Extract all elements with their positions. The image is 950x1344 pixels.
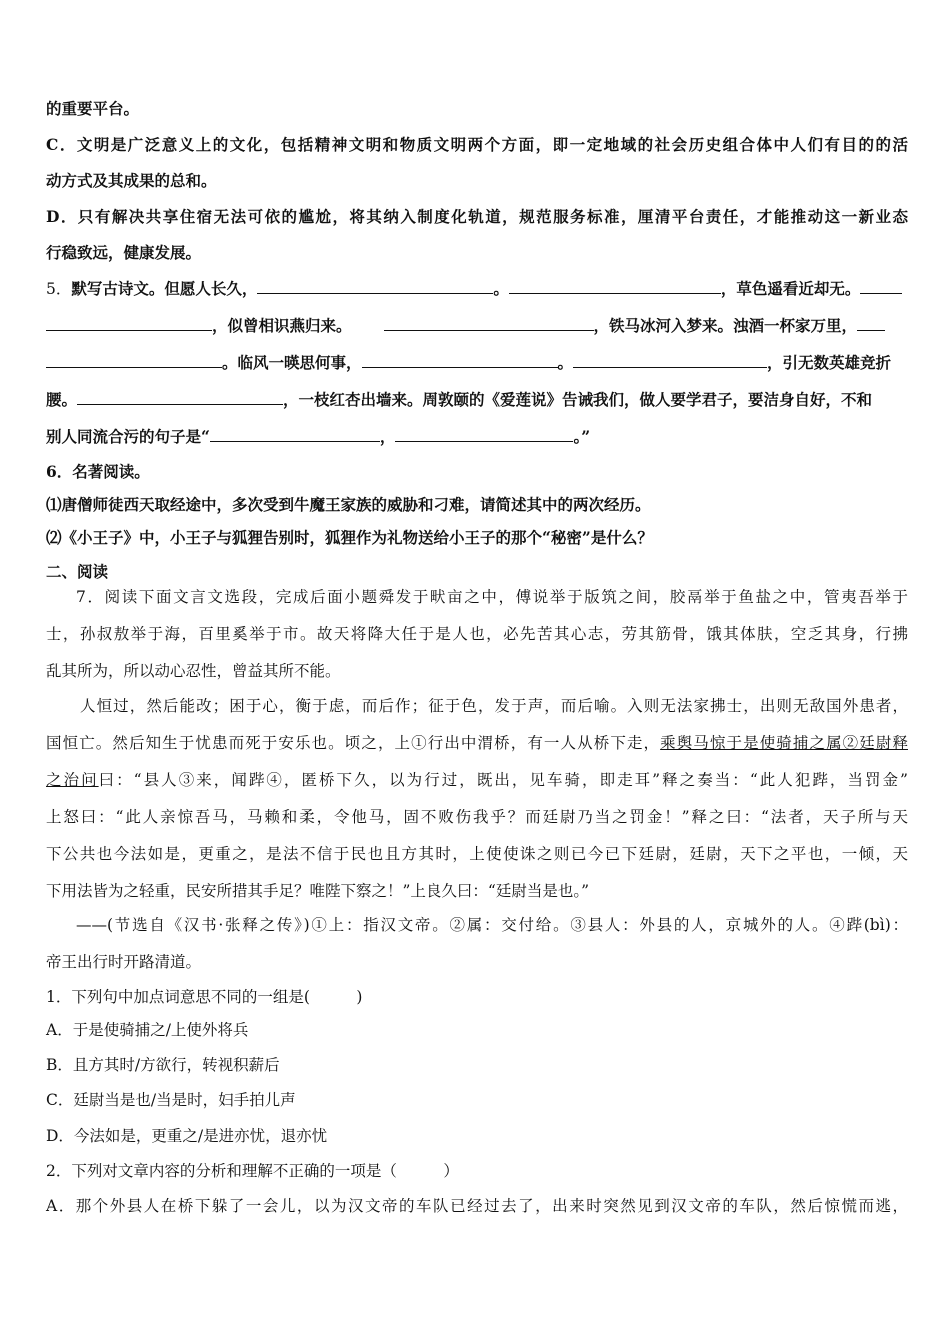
subquestion-1-option-c[interactable]: C．廷尉当是也/当是时，妇手拍儿声 — [46, 1091, 296, 1109]
answer-blank[interactable] — [384, 313, 594, 331]
passage-line-5-text: 国恒亡。然后知生于忧患而死于安乐也。顷之，上①行出中渭桥，有一人从桥下走， — [46, 734, 661, 752]
answer-blank[interactable] — [395, 424, 573, 442]
passage-line-3: 乱其所为，所以动心忍性，曾益其所不能。 — [46, 662, 341, 680]
answer-blank[interactable] — [362, 350, 558, 368]
q5-line-3 — [46, 350, 908, 375]
subquestion-1-option-a[interactable]: A．于是使骑捕之/上使外将兵 — [46, 1021, 249, 1039]
answer-blank[interactable] — [257, 276, 493, 294]
q5-text-7: 。 — [557, 353, 574, 372]
q5-number: 5． — [46, 280, 72, 298]
passage-line-8: 下公共也今法如是，更重之，是法不信于民也且方其时，上使使诛之则已今已下廷尉，廷尉，天下之平也，一倾，天 — [46, 845, 908, 863]
q4-option-d-line-1: D．只有解决共享住宿无法可依的尴尬，将其纳入制度化轨道，规范服务标准，厘清平台责任，才能推动这一新业态 — [46, 207, 908, 226]
passage-source-notes: ——(节选自《汉书·张释之传》)①上：指汉文帝。②属：交付给。③县人：外县的人，京城外的人。④跸(bì)： — [76, 916, 908, 934]
subquestion-1-option-d[interactable]: D．今法如是，更重之/是进亦忧，退亦忧 — [46, 1127, 328, 1145]
q5-text-13: 。” — [573, 427, 591, 446]
q6-title: 6．名著阅读。 — [46, 462, 150, 481]
passage-line-6 — [46, 768, 908, 792]
answer-blank[interactable] — [573, 350, 767, 368]
q5-text-8: ，引无数英雄竞折 — [767, 353, 892, 372]
answer-blank[interactable] — [210, 424, 380, 442]
underlined-sentence: 乘舆马惊于是使骑捕之属②廷尉释 — [660, 734, 908, 752]
subquestion-1-option-b[interactable]: B．且方其时/方欲行，转视积薪后 — [46, 1056, 280, 1074]
answer-blank[interactable] — [857, 313, 885, 331]
passage-line-4: 人恒过，然后能改；困于心，衡于虑，而后作；征于色，发于声，而后喻。入则无法家拂士，出则无敌国外患者， — [80, 697, 908, 715]
passage-line-9: 下用法皆为之轻重，民安所措其手足？唯陛下察之！”上良久曰：“廷尉当是也。” — [46, 882, 590, 900]
passage-line-2: 士，孙叔敖举于海，百里奚举于市。故天将降大任于是人也，必先苦其心志，劳其筋骨，饿其体肤，空乏其身，行拂 — [46, 625, 908, 643]
subquestion-2-option-a[interactable]: A．那个外县人在桥下躲了一会儿，以为汉文帝的车队已经过去了，出来时突然见到汉文帝的车队，然后惊慌而逃， — [46, 1197, 908, 1215]
underlined-sentence-end: 之治问 — [46, 771, 99, 789]
passage-notes-end: 帝王出行时开路清道。 — [46, 953, 202, 971]
subquestion-1-stem: 1．下列句中加点词意思不同的一组是( ) — [46, 988, 363, 1006]
q5-text-3: ，草色遥看近却无。 — [720, 279, 861, 298]
q5-line-1 — [46, 276, 908, 301]
q5-line-4 — [46, 387, 908, 412]
section-title-reading: 二、阅读 — [46, 562, 109, 581]
q4-option-c-line-1: C．文明是广泛意义上的文化，包括精神文明和物质文明两个方面，即一定地域的社会历史组合体中人们有目的的活 — [46, 135, 908, 154]
answer-blank[interactable] — [77, 387, 283, 405]
q5-text-10: ，一枝红杏出墙来。周敦颐的《爱莲说》告诫我们，做人要学君子，要洁身自好，不和 — [283, 390, 873, 409]
passage-line-1: 7．阅读下面文言文选段，完成后面小题舜发于畎亩之中，傅说举于版筑之间，胶鬲举于鱼盐之中，管夷吾举于 — [76, 588, 908, 606]
answer-blank[interactable] — [860, 276, 902, 294]
passage-line-6-text: 曰：“县人③来，闻跸④，匿桥下久，以为行过，既出，见车骑，即走耳”释之奏当：“此人犯跸，当罚金” — [98, 771, 908, 789]
q4-option-c-line-2: 动方式及其成果的总和。 — [46, 171, 217, 190]
q5-text-2: 。 — [493, 279, 509, 298]
subquestion-2-stem: 2．下列对文章内容的分析和理解不正确的一项是（ ） — [46, 1162, 459, 1180]
answer-blank[interactable] — [46, 350, 222, 368]
q5-text-11: 别人同流合污的句子是“ — [46, 427, 210, 446]
answer-blank[interactable] — [509, 276, 721, 294]
q5-text-12: ， — [379, 427, 396, 446]
q5-text-6: 。临风一暎思何事， — [222, 353, 362, 372]
answer-blank[interactable] — [46, 313, 212, 331]
passage-line-7: 上怒曰：“此人亲惊吾马，马赖和柔，令他马，固不败伤我乎？而廷尉乃当之罚金！”释之曰：“法者，天子所与天 — [46, 808, 908, 826]
q6-part-1: ⑴唐僧师徒西天取经途中，多次受到牛魔王家族的威胁和刁难，请简述其中的两次经历。 — [46, 495, 651, 514]
q5-text-1: 默写古诗文。但愿人长久， — [71, 279, 258, 298]
q5-text-5: ，铁马冰河入梦来。浊酒一杯家万里， — [593, 316, 858, 335]
q6-part-2: ⑵《小王子》中，小王子与狐狸告别时，狐狸作为礼物送给小王子的那个“秘密”是什么？ — [46, 528, 653, 547]
passage-line-5 — [46, 731, 908, 755]
q5-line-5 — [46, 424, 908, 449]
q5-line-2 — [46, 313, 908, 338]
q4-option-d-line-2: 行稳致远，健康发展。 — [46, 243, 202, 262]
q5-text-9: 腰。 — [46, 390, 78, 409]
q5-text-4: ，似曾相识燕归来。 — [212, 316, 352, 335]
q4-option-b-tail: 的重要平台。 — [46, 99, 140, 118]
